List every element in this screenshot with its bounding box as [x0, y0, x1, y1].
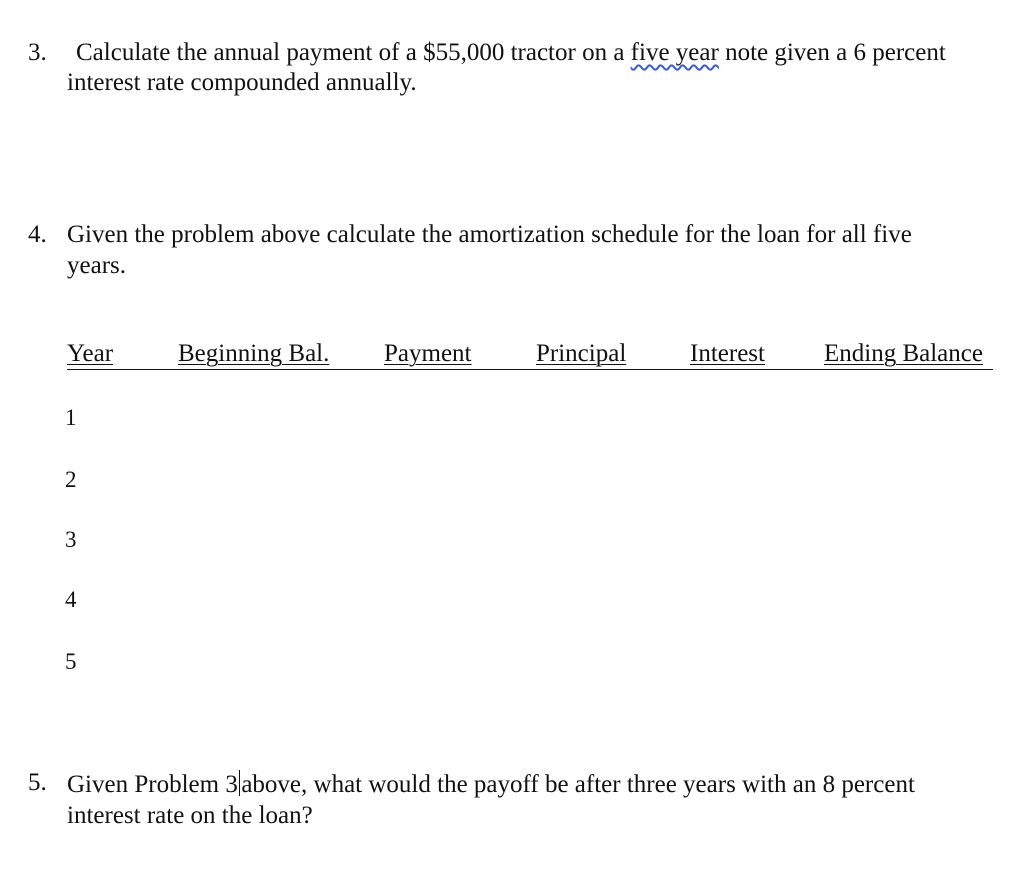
question-3-number: 3.	[28, 39, 47, 66]
header-principal: Principal	[536, 340, 627, 367]
table-row-year-2: 2	[65, 467, 77, 492]
question-3-text-b: note given a 6 percent	[718, 39, 946, 66]
header-beginning-balance: Beginning Bal.	[178, 340, 330, 367]
question-5-number: 5.	[28, 769, 47, 796]
question-4-line-2: years.	[67, 252, 126, 279]
question-4-number: 4.	[28, 221, 47, 248]
question-3-text-a: Calculate the annual payment of a $55,000 tractor on a	[76, 39, 631, 66]
header-year: Year	[67, 340, 114, 367]
question-4-line-1: Given the problem above calculate the amortization schedule for the loan for all five	[67, 221, 912, 248]
amortization-table-header	[67, 341, 993, 370]
question-5-text-b: above, what would the payoff be after three years with an 8 percent	[241, 771, 915, 798]
question-5-line-2: interest rate on the loan?	[67, 802, 313, 829]
table-row-year-3: 3	[65, 527, 77, 552]
table-row-year-5: 5	[65, 649, 77, 674]
spellcheck-flagged-text[interactable]: five year	[630, 39, 719, 66]
question-3-line-1	[76, 40, 946, 65]
question-5-line-1	[67, 770, 915, 797]
header-ending-balance: Ending Balance	[824, 340, 983, 367]
question-5-text-a: Given Problem 3	[67, 771, 238, 798]
table-row-year-1: 1	[65, 405, 77, 430]
table-row-year-4: 4	[65, 587, 77, 612]
header-payment: Payment	[384, 340, 472, 367]
header-interest: Interest	[690, 340, 765, 367]
question-3-line-2: interest rate compounded annually.	[67, 69, 417, 96]
